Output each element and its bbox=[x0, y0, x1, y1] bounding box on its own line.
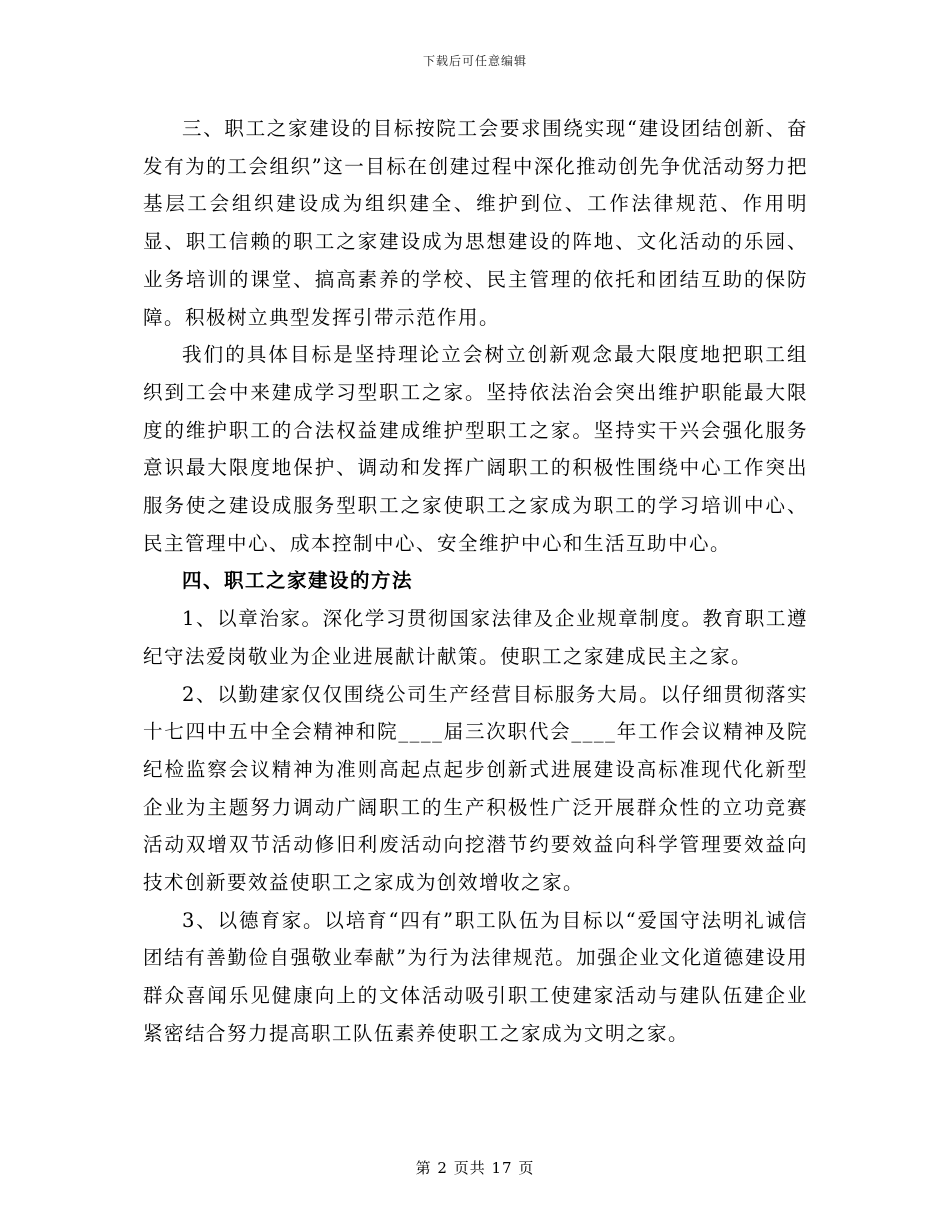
paragraph-goal: 三、职工之家建设的目标按院工会要求围绕实现“建设团结创新、奋发有为的工会组织”这一目标在创建过程中深化推动创先争优活动努力把基层工会组织建设成为组织建全、维护到位、工作法律规范、作用明显、职工信赖的职工之家建设成为思想建设的阵地、文化活动的乐园、业务培训的课堂、搞高素养的学校、民主管理的依托和团结互助的保防障。积极树立典型发挥引带示范作用。 bbox=[143, 117, 808, 329]
paragraph-specific-goals: 我们的具体目标是坚持理论立会树立创新观念最大限度地把职工组织到工会中来建成学习型职工之家。坚持依法治会突出维护职能最大限度的维护职工的合法权益建成维护型职工之家。坚持实干兴会强化服务意识最大限度地保护、调动和发挥广阔职工的积极性围绕中心工作突出服务使之建设成服务型职工之家使职工之家成为职工的学习培训中心、民主管理中心、成本控制中心、安全维护中心和生活互助中心。 bbox=[143, 343, 808, 555]
section-heading-methods: 四、职工之家建设的方法 bbox=[182, 569, 414, 593]
document-body bbox=[143, 110, 808, 1053]
paragraph-method-2: 2、以勤建家仅仅围绕公司生产经营目标服务大局。以仔细贯彻落实十七四中五中全会精神和院____届三次职代会____年工作会议精神及院纪检监察会议精神为准则高起点起步创新式进展建设高标准现代化新型企业为主题努力调动广阔职工的生产积极性广泛开展群众性的立功竞赛活动双增双节活动修旧利废活动向挖潜节约要效益向科学管理要效益向技术创新要效益使职工之家成为创效增收之家。 bbox=[143, 682, 808, 895]
page-number-footer: 第 2 页共 17 页 bbox=[415, 1159, 535, 1177]
page-header-note: 下载后可任意编辑 bbox=[422, 54, 527, 68]
paragraph-method-3: 3、以德育家。以培育“四有”职工队伍为目标以“爱国守法明礼诚信团结有善勤俭自强敬业奉献”为行为法律规范。加强企业文化道德建设用群众喜闻乐见健康向上的文体活动吸引职工使建家活动与建队伍建企业紧密结合努力提高职工队伍素养使职工之家成为文明之家。 bbox=[143, 908, 808, 1045]
paragraph-method-1: 1、以章治家。深化学习贯彻国家法律及企业规章制度。教育职工遵纪守法爱岗敬业为企业进展献计献策。使职工之家建成民主之家。 bbox=[143, 607, 808, 668]
